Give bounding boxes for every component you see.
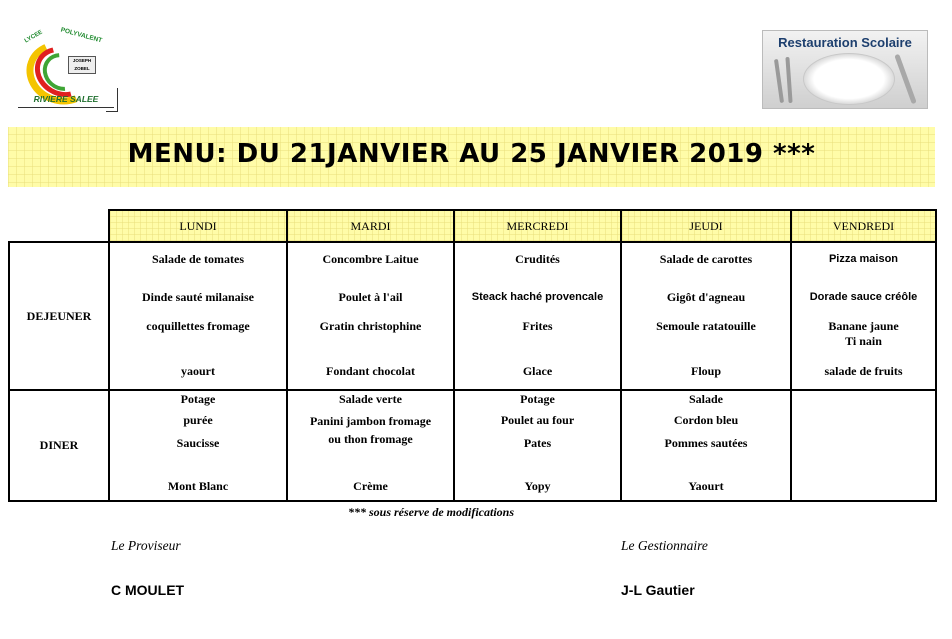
restauration-logo [762,30,928,109]
dish: Gigôt d'agneau [666,290,746,304]
dish: Glace [522,364,553,378]
day-header: MERCREDI [454,210,621,242]
dish: Salade de tomates [152,252,244,266]
knife-icon [894,54,916,105]
dish: coquillettes fromage [146,319,250,333]
day-header: MARDI [287,210,454,242]
dish: Salade de carottes [659,252,753,266]
menu-cell [109,390,287,501]
logo-text-place: RIVIERE SALEE [18,94,114,108]
dish: Potage [180,392,216,406]
fork-icon [774,59,784,103]
menu-cell [621,242,791,390]
dish: Semoule ratatouille [656,319,756,333]
dish: Salade verte [339,392,402,406]
signature-role-left: Le Proviseur [111,538,181,553]
menu-table [8,209,937,502]
spoon-icon [785,57,792,103]
dish: Steack haché provencale [471,291,604,303]
dish: Pizza maison [828,253,899,265]
dish: Dinde sauté milanaise [141,290,254,304]
diner-row [9,390,936,501]
menu-cell-empty [791,390,936,501]
dish: Crudités [515,252,560,266]
menu-cell [109,242,287,390]
title-banner [8,127,935,187]
logo-text-polyvalent: POLYVALENT [59,26,103,45]
dish: Dorade sauce créôle [809,291,918,303]
dejeuner-row [9,242,936,390]
dish: Yopy [524,479,551,493]
dish: Poulet à l'ail [338,290,403,304]
page-title: MENU: DU 21JANVIER AU 25 JANVIER 2019 *** [127,139,816,169]
dish: ou thon fromage [328,432,413,446]
dish: Potage [520,392,555,406]
row-label-dejeuner: DEJEUNER [9,242,109,390]
dish: Yaourt [688,479,724,493]
logo-text-lycee: LYCEE [23,29,44,45]
signature-name-right: J-L Gautier [621,582,695,598]
dish: Pates [523,436,552,450]
school-logo [18,26,120,114]
signature-name-left: C MOULET [111,582,185,598]
dish: Salade [688,392,723,406]
dish: Banane jaune [828,319,899,333]
logo-badge: JOSEPH ZOBEL [68,56,96,74]
dish: Mont Blanc [167,479,229,493]
dish: Pommes sautées [664,436,748,450]
restauration-label: Restauration Scolaire [778,35,912,50]
logo-frame [106,88,118,112]
menu-cell [287,390,454,501]
dish: Fondant chocolat [325,364,415,378]
dish: Ti nain [845,334,882,348]
dish: Floup [690,364,721,378]
menu-cell [454,242,621,390]
row-label-diner: DINER [9,390,109,501]
dish: Cordon bleu [673,413,739,427]
menu-cell [454,390,621,501]
menu-cell [287,242,454,390]
dish: Concombre Laitue [322,252,419,266]
dish: Gratin christophine [319,319,422,333]
dish: Crème [353,479,388,493]
day-header: JEUDI [621,210,791,242]
day-header: LUNDI [109,210,287,242]
dish: Poulet au four [500,413,575,427]
day-header: VENDREDI [791,210,936,242]
plate-icon [803,53,895,105]
dish: Saucisse [176,436,220,450]
menu-cell [791,242,936,390]
signature-role-right: Le Gestionnaire [621,538,708,553]
header-row [9,210,936,242]
modification-note: *** sous réserve de modifications [348,505,514,519]
dish: salade de fruits [824,364,903,378]
dish: purée [183,413,213,427]
dish: Panini jambon fromage [309,414,432,428]
dish: yaourt [181,364,215,378]
menu-cell [621,390,791,501]
dish: Frites [522,319,553,333]
